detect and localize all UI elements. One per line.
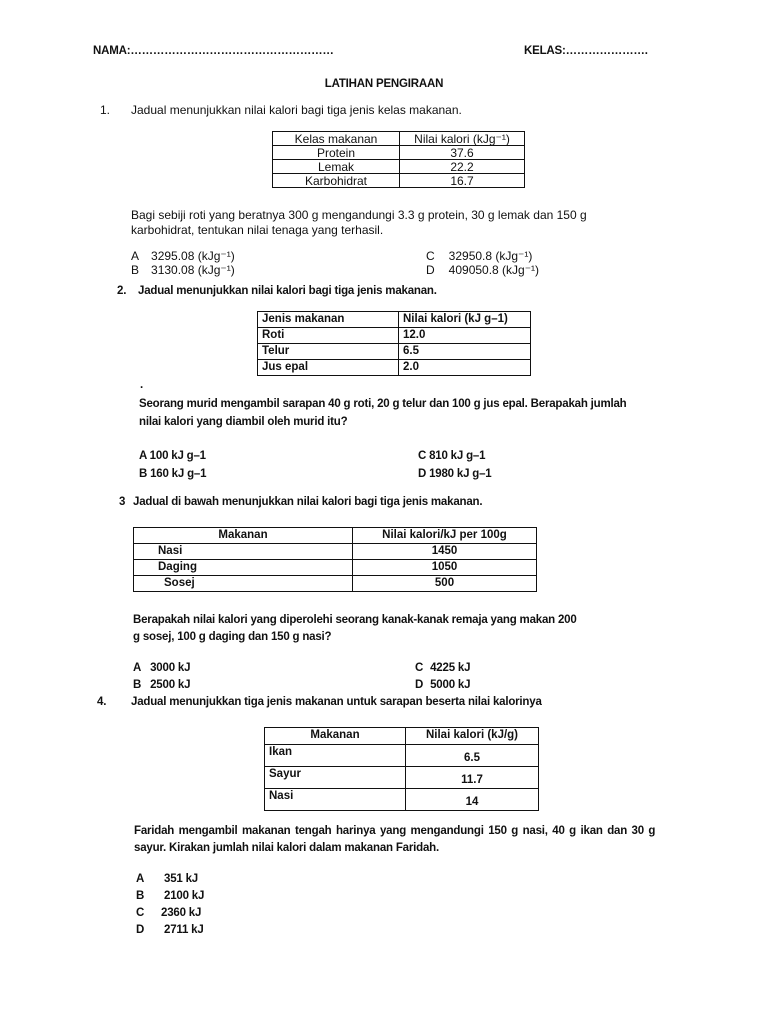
q1-option-c: C 32950.8 (kJg⁻¹) — [426, 249, 533, 263]
q4-option-b: B 2100 kJ — [136, 890, 205, 902]
table-header-row — [258, 312, 531, 328]
q4-prompt: Jadual menunjukkan tiga jenis makanan untuk sarapan beserta nilai kalorinya — [131, 696, 542, 708]
table-row — [273, 160, 525, 174]
q2-number: 2. — [117, 285, 127, 297]
cell: 500 — [353, 576, 537, 592]
q1-option-b: B 3130.08 (kJg⁻¹) — [131, 263, 235, 277]
cell: 2.0 — [399, 360, 531, 376]
table-row — [273, 146, 525, 160]
cell: 6.5 — [406, 745, 539, 767]
q3-option-b: B 2500 kJ — [133, 679, 191, 691]
table-row — [265, 745, 539, 767]
q2-option-c: C 810 kJ g–1 — [418, 450, 486, 462]
cell: 11.7 — [406, 767, 539, 789]
stray-dot: . — [140, 379, 143, 391]
cell: 22.2 — [400, 160, 525, 174]
q1-table — [272, 131, 525, 188]
q3-para-line: g sosej, 100 g daging dan 150 g nasi? — [133, 631, 332, 643]
kelas-field: KELAS:…………………. — [524, 45, 648, 57]
q4-para-line: sayur. Kirakan jumlah nilai kalori dalam makanan Faridah. — [134, 842, 439, 854]
q3-prompt: Jadual di bawah menunjukkan nilai kalori bagi tiga jenis makanan. — [133, 496, 483, 508]
table-row — [258, 360, 531, 376]
q4-number: 4. — [97, 696, 107, 708]
cell: Daging — [134, 560, 353, 576]
table-row — [265, 767, 539, 789]
q1-para-line: Bagi sebiji roti yang beratnya 300 g mengandungi 3.3 g protein, 30 g lemak dan 150 g — [131, 208, 587, 222]
cell: Roti — [258, 328, 399, 344]
header-cell: Nilai kalori (kJ/g) — [406, 728, 539, 745]
cell: Nasi — [265, 789, 406, 811]
table-header-row — [265, 728, 539, 745]
table-row — [258, 328, 531, 344]
q3-para-line: Berapakah nilai kalori yang diperolehi seorang kanak-kanak remaja yang makan 200 — [133, 614, 577, 626]
q3-option-a: A 3000 kJ — [133, 662, 191, 674]
cell: 37.6 — [400, 146, 525, 160]
cell: Protein — [273, 146, 400, 160]
header-cell: Nilai kalori (kJg⁻¹) — [400, 132, 525, 146]
q1-number: 1. — [100, 103, 111, 117]
cell: 1450 — [353, 544, 537, 560]
q4-option-a: A 351 kJ — [136, 873, 198, 885]
table-row — [134, 576, 537, 592]
q4-option-c: C 2360 kJ — [136, 907, 202, 919]
q3-number: 3 — [119, 496, 126, 508]
cell: 1050 — [353, 560, 537, 576]
nama-field: NAMA:……………………………………………… — [93, 45, 334, 57]
page-title: LATIHAN PENGIRAAN — [324, 78, 444, 90]
cell: Telur — [258, 344, 399, 360]
header-cell: Kelas makanan — [273, 132, 400, 146]
header-cell: Makanan — [265, 728, 406, 745]
q2-option-b: B 160 kJ g–1 — [139, 468, 207, 480]
q1-para-line: karbohidrat, tentukan nilai tenaga yang terhasil. — [131, 223, 384, 237]
q3-table — [133, 527, 537, 592]
cell: 14 — [406, 789, 539, 811]
cell: Karbohidrat — [273, 174, 400, 188]
q1-option-d: D 409050.8 (kJg⁻¹) — [426, 263, 540, 277]
cell: 16.7 — [400, 174, 525, 188]
table-header-row — [134, 528, 537, 544]
header-cell: Nilai kalori/kJ per 100g — [353, 528, 537, 544]
q2-para-line: nilai kalori yang diambil oleh murid itu? — [139, 416, 348, 428]
cell: 12.0 — [399, 328, 531, 344]
table-row — [134, 544, 537, 560]
header-cell: Jenis makanan — [258, 312, 399, 328]
table-row — [258, 344, 531, 360]
q4-table — [264, 727, 539, 811]
q4-para-line: Faridah mengambil makanan tengah harinya yang mengandungi 150 g nasi, 40 g ikan dan 30 g — [134, 825, 656, 837]
table-row — [273, 174, 525, 188]
table-header-row — [273, 132, 525, 146]
cell: Sosej — [134, 576, 353, 592]
cell: 6.5 — [399, 344, 531, 360]
table-row — [265, 789, 539, 811]
q1-option-a: A 3295.08 (kJg⁻¹) — [131, 249, 235, 263]
q2-prompt: Jadual menunjukkan nilai kalori bagi tiga jenis makanan. — [138, 285, 437, 297]
header-cell: Makanan — [134, 528, 353, 544]
q3-option-c: C 4225 kJ — [415, 662, 471, 674]
cell: Ikan — [265, 745, 406, 767]
cell: Jus epal — [258, 360, 399, 376]
q3-option-d: D 5000 kJ — [415, 679, 471, 691]
table-row — [134, 560, 537, 576]
q2-para-line: Seorang murid mengambil sarapan 40 g roti, 20 g telur dan 100 g jus epal. Berapakah jumlah — [139, 398, 627, 410]
cell: Nasi — [134, 544, 353, 560]
q2-option-a: A 100 kJ g–1 — [139, 450, 206, 462]
q4-option-d: D 2711 kJ — [136, 924, 204, 936]
cell: Sayur — [265, 767, 406, 789]
cell: Lemak — [273, 160, 400, 174]
header-cell: Nilai kalori (kJ g–1) — [399, 312, 531, 328]
q2-option-d: D 1980 kJ g–1 — [418, 468, 492, 480]
q2-table — [257, 311, 531, 376]
q1-prompt: Jadual menunjukkan nilai kalori bagi tiga jenis kelas makanan. — [131, 103, 462, 117]
